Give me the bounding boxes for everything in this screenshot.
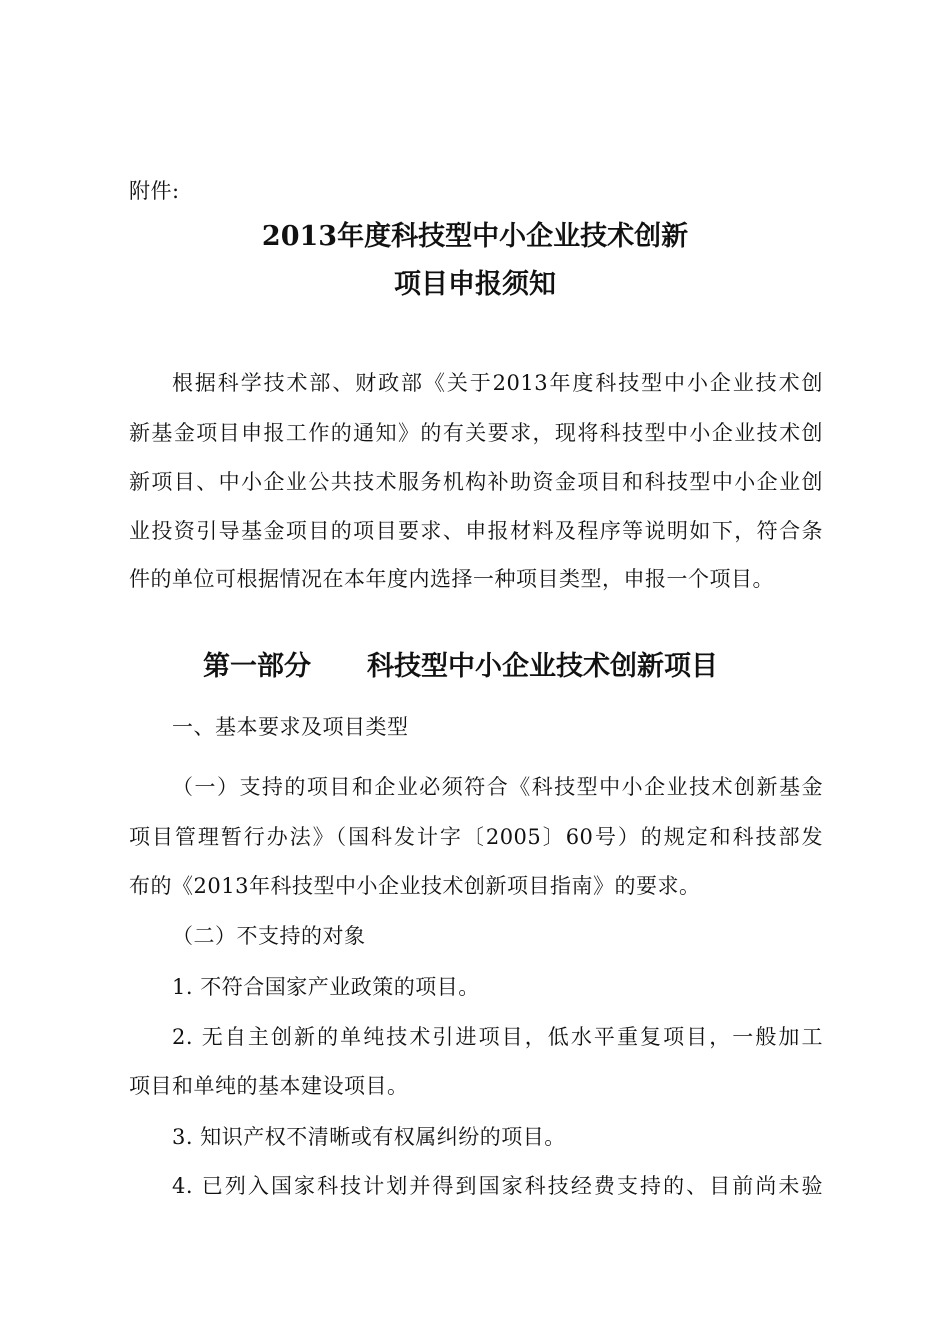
- document-title-line1: 2013年度科技型中小企业技术创新: [261, 221, 689, 252]
- intro-paragraph-line: 根据科学技术部、财政部《关于2013年度科技型中小企业技术创: [172, 371, 823, 395]
- intro-paragraph-line: 业投资引导基金项目的项目要求、申报材料及程序等说明如下，符合条: [129, 519, 823, 543]
- list-item: 1. 不符合国家产业政策的项目。: [172, 975, 480, 999]
- document-title-line2: 项目申报须知: [394, 269, 556, 300]
- list-item: 2. 无自主创新的单纯技术引进项目，低水平重复项目，一般加工: [172, 1025, 823, 1049]
- sub1-paragraph-line: 布的《2013年科技型中小企业技术创新项目指南》的要求。: [129, 874, 701, 898]
- subsection-heading: （二）不支持的对象: [172, 924, 366, 948]
- sub1-paragraph-line: 项目管理暂行办法》（国科发计字〔2005〕60号）的规定和科技部发: [129, 825, 823, 849]
- list-item: 3. 知识产权不清晰或有权属纠纷的项目。: [172, 1125, 566, 1149]
- attachment-label: 附件:: [129, 179, 180, 203]
- part-label: 第一部分: [203, 651, 311, 682]
- intro-paragraph-line: 新项目、中小企业公共技术服务机构补助资金项目和科技型中小企业创: [129, 470, 823, 494]
- list-item: 4. 已列入国家科技计划并得到国家科技经费支持的、目前尚未验: [172, 1174, 823, 1198]
- intro-paragraph-line: 新基金项目申报工作的通知》的有关要求，现将科技型中小企业技术创: [129, 421, 823, 445]
- part-name: 科技型中小企业技术创新项目: [367, 651, 718, 682]
- intro-paragraph-line: 件的单位可根据情况在本年度内选择一种项目类型，申报一个项目。: [129, 567, 774, 591]
- section-heading: 一、基本要求及项目类型: [172, 715, 409, 739]
- list-item-continuation: 项目和单纯的基本建设项目。: [129, 1074, 409, 1098]
- sub1-paragraph-line: （一）支持的项目和企业必须符合《科技型中小企业技术创新基金: [172, 775, 823, 799]
- part-heading: [203, 650, 718, 684]
